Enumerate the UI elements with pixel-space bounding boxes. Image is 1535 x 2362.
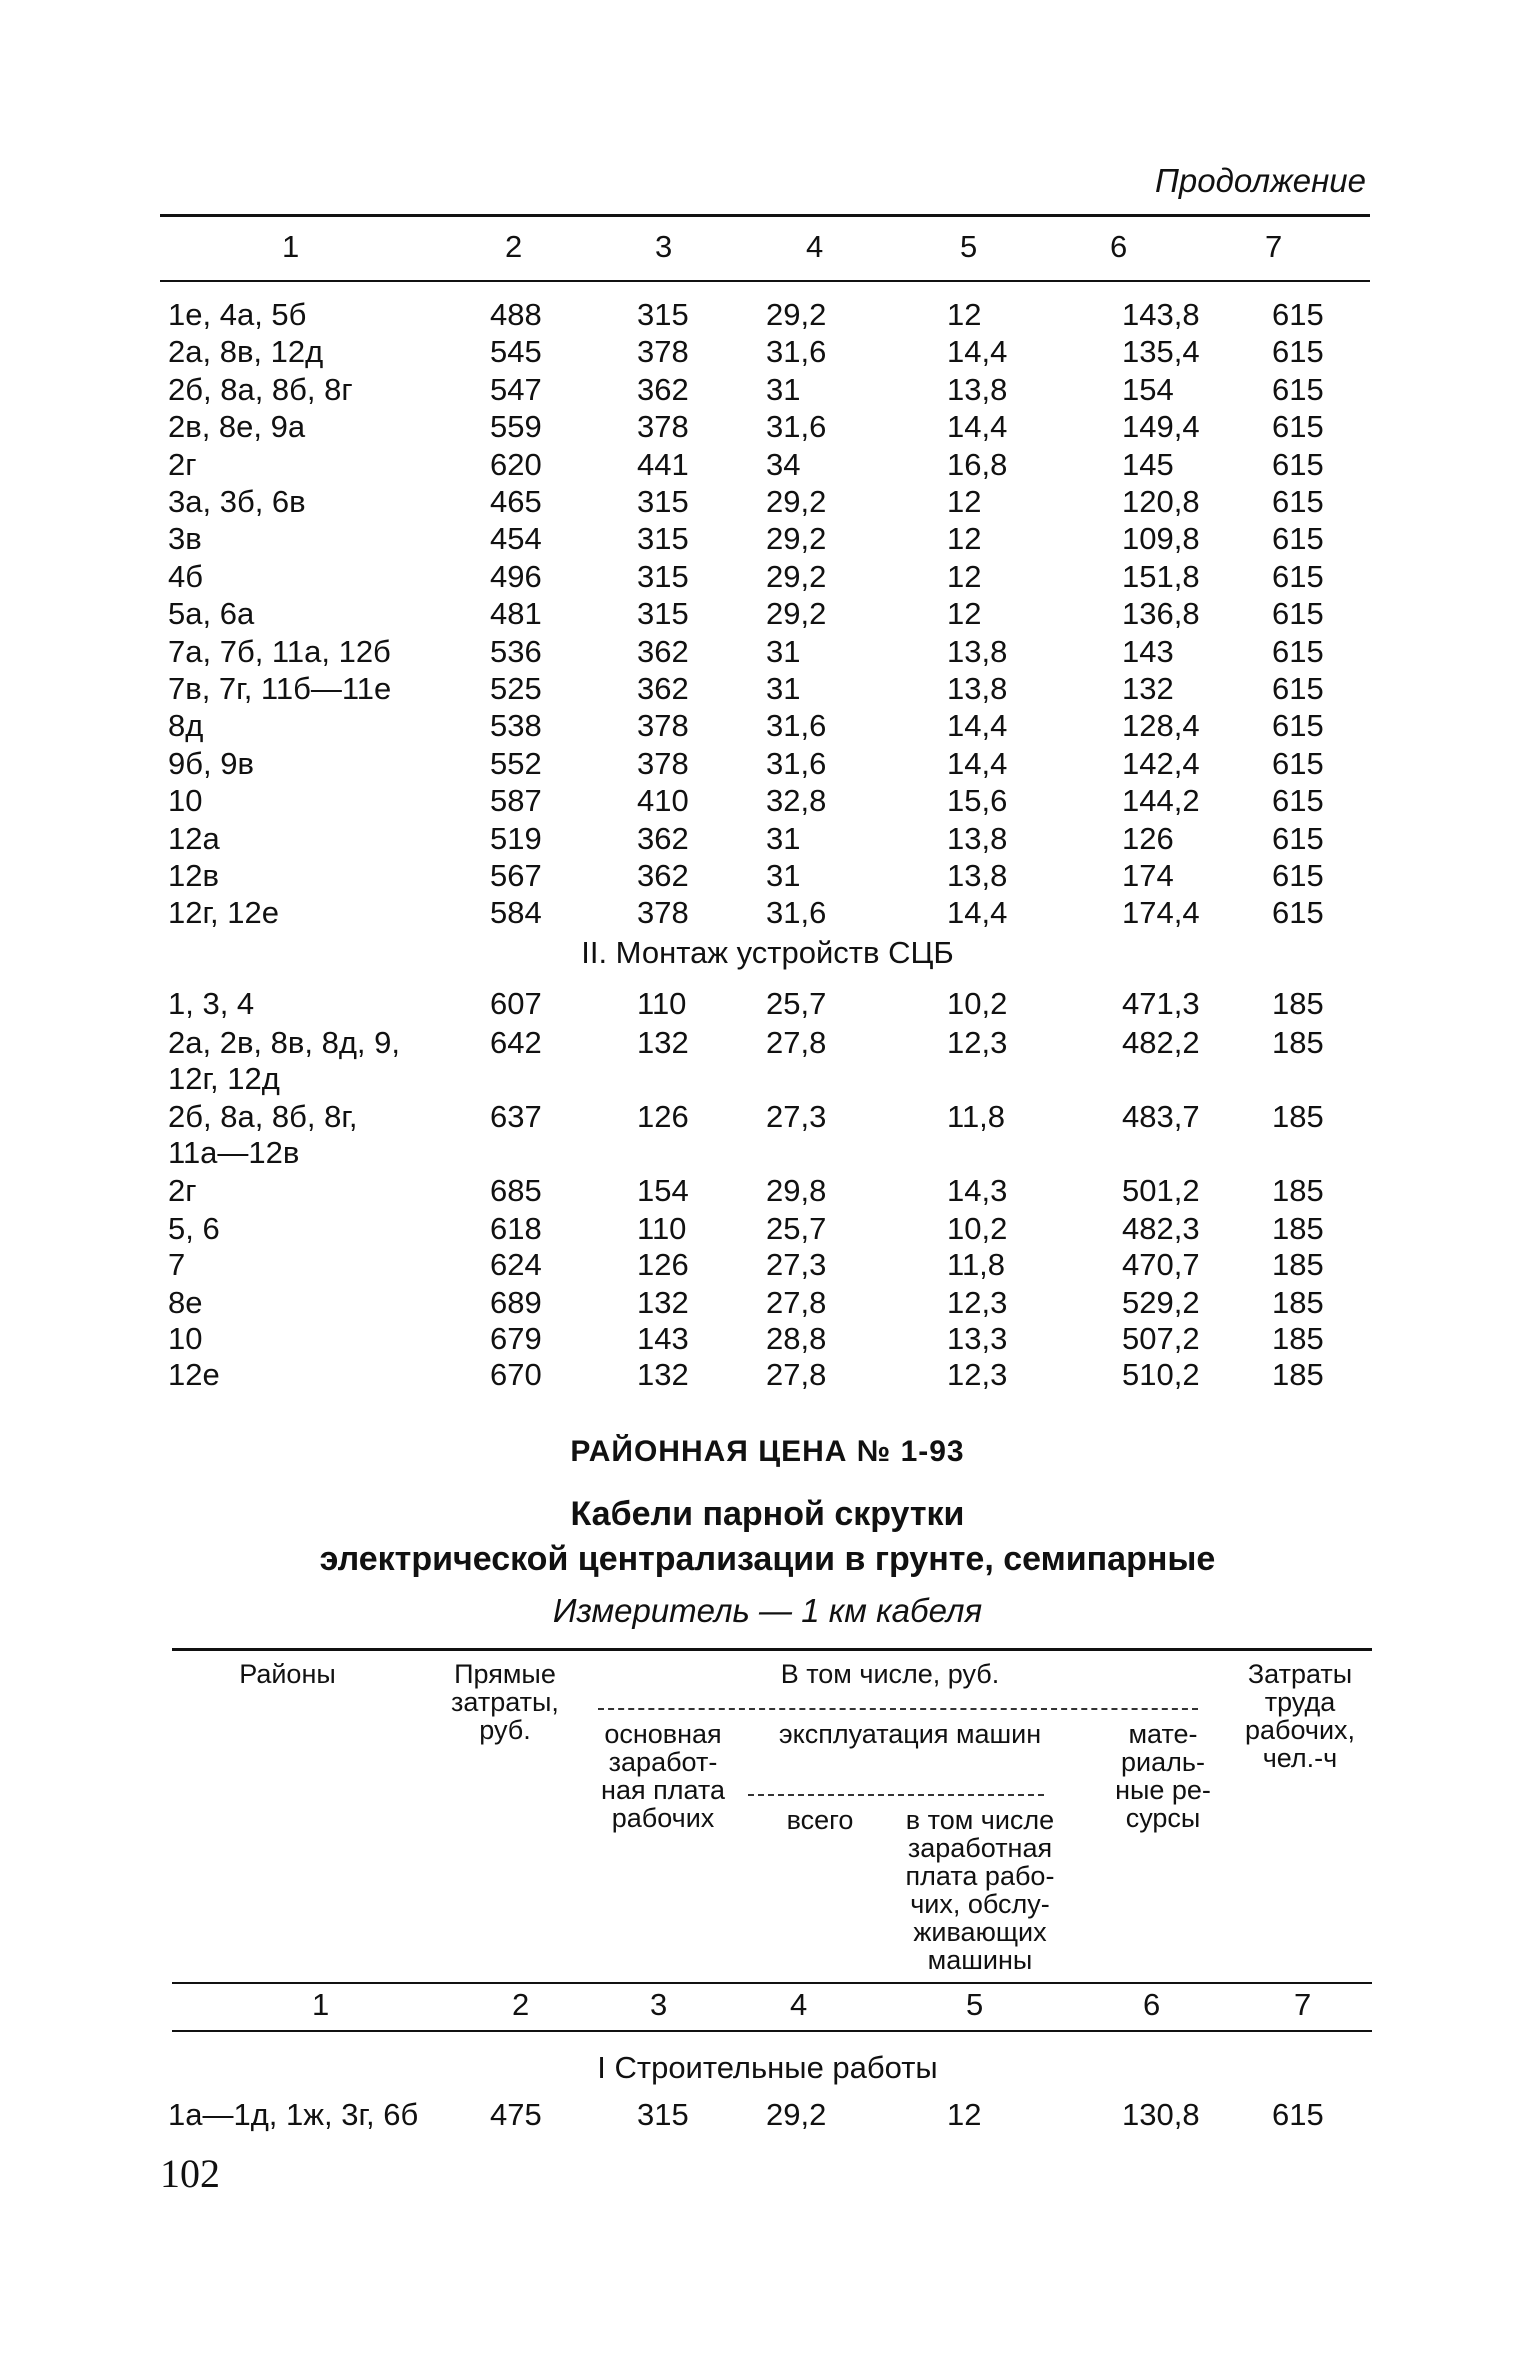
table-cell-col3: 126 <box>637 1099 689 1134</box>
table-cell-col3: 362 <box>637 371 689 407</box>
table-cell-col7: 615 <box>1272 858 1324 893</box>
table-row <box>0 483 1535 520</box>
header-total: всего <box>786 1805 854 1835</box>
table-cell-col1: 2г <box>168 446 197 482</box>
section-title-2: I Строительные работы <box>597 2050 938 2085</box>
table-cell-col2: 679 <box>490 1321 542 1356</box>
table-cell-col4: 31,6 <box>766 409 827 445</box>
table-cell-col5: 13,3 <box>947 1321 1008 1356</box>
table-cell-col2: 607 <box>490 986 542 1021</box>
table-cell-col2: 475 <box>490 2097 542 2132</box>
title-line-2: электрической централизации в грунте, семипарные <box>319 1540 1216 1578</box>
table-cell-col1: 1, 3, 4 <box>168 986 255 1021</box>
table-cell-col5: 13,8 <box>947 371 1008 407</box>
table-cell-col7: 615 <box>1272 334 1324 370</box>
col-num-7: 7 <box>1294 1987 1312 2022</box>
table-cell-col7: 185 <box>1272 1211 1324 1246</box>
table-cell-col5: 12 <box>947 521 982 557</box>
table-cell-col3: 362 <box>637 858 689 893</box>
table-cell-col3: 378 <box>637 895 689 931</box>
table-cell-col3: 378 <box>637 409 689 445</box>
col-num-6: 6 <box>1110 229 1128 264</box>
table-cell-col3: 315 <box>637 521 689 557</box>
table-cell-col5: 14,4 <box>947 708 1008 744</box>
table-cell-col5: 11,8 <box>947 1247 1006 1282</box>
table-row <box>0 782 1535 819</box>
table-cell-col7: 615 <box>1272 708 1324 744</box>
table-cell-col6: 126 <box>1122 820 1174 856</box>
table-cell-col7: 615 <box>1272 371 1324 407</box>
table-cell-col2: 587 <box>490 783 542 819</box>
table-cell-col1: 8д <box>168 708 204 744</box>
table-cell-col1: 2а, 8в, 12д <box>168 334 324 370</box>
table-cell-col3: 362 <box>637 671 689 706</box>
unit-line: Измеритель — 1 км кабеля <box>552 1592 983 1629</box>
table-row <box>0 894 1535 931</box>
table-cell-col7: 615 <box>1272 671 1324 706</box>
table-cell-col1: 5, 6 <box>168 1211 220 1246</box>
col-num-4: 4 <box>790 1987 808 2022</box>
table-cell-col4: 25,7 <box>766 1211 827 1246</box>
header-incl-wage: в том числе заработная плата рабо-чих, обслу-живающих машины <box>905 1805 1055 1975</box>
table-cell-col7: 615 <box>1272 446 1324 482</box>
col-num-3: 3 <box>655 229 673 264</box>
table-row <box>0 1024 1535 1061</box>
col-num-6: 6 <box>1143 1987 1161 2022</box>
header-materials: мате-риаль-ные ре-сурсы <box>1115 1719 1211 1833</box>
table-cell-col7: 185 <box>1272 1321 1324 1356</box>
table-cell-col1: 2б, 8а, 8б, 8г, <box>168 1099 358 1134</box>
table-cell-col3: 132 <box>637 1025 689 1060</box>
table-cell-col6: 149,4 <box>1122 409 1200 445</box>
table-cell-col7: 615 <box>1272 895 1324 931</box>
table-cell-col6: 507,2 <box>1122 1321 1200 1356</box>
table-cell-col4: 27,8 <box>766 1357 827 1392</box>
table-row <box>0 745 1535 782</box>
table-cell-col7: 185 <box>1272 1285 1324 1320</box>
table-row <box>0 520 1535 557</box>
table-cell-col1: 8е <box>168 1285 203 1320</box>
table-cell-col5: 13,8 <box>947 671 1008 706</box>
table-row <box>0 670 1535 707</box>
table-cell-col1: 2в, 8е, 9а <box>168 409 306 445</box>
table-cell-col7: 615 <box>1272 633 1324 669</box>
table-cell-col4: 31 <box>766 820 801 856</box>
table-cell-col2: 670 <box>490 1357 542 1392</box>
table-cell-col2: 584 <box>490 895 542 931</box>
table-cell-col3: 315 <box>637 2097 689 2132</box>
table-cell-col1: 2б, 8а, 8б, 8г <box>168 371 353 407</box>
table-cell-col4: 31,6 <box>766 895 827 931</box>
table-cell-col5: 16,8 <box>947 446 1008 482</box>
table-cell-col2: 624 <box>490 1247 542 1282</box>
table-row <box>0 857 1535 894</box>
table-cell-col3: 378 <box>637 334 689 370</box>
table-cell-col4: 25,7 <box>766 986 827 1021</box>
table-cell-col1: 7в, 7г, 11б—11е <box>168 671 392 706</box>
table-cell-col6: 151,8 <box>1122 558 1200 594</box>
table-cell-col6: 174,4 <box>1122 895 1200 931</box>
table-cell-col5: 12,3 <box>947 1285 1008 1320</box>
table-row <box>0 558 1535 595</box>
table-cell-col3: 362 <box>637 633 689 669</box>
table-cell-col2: 642 <box>490 1025 542 1060</box>
table-row <box>0 1172 1535 1209</box>
table-row <box>0 333 1535 370</box>
table-cell-col7: 185 <box>1272 1357 1324 1392</box>
table-cell-col2: 552 <box>490 745 542 781</box>
table-cell-col3: 378 <box>637 745 689 781</box>
table-cell-col6: 501,2 <box>1122 1173 1200 1208</box>
table-cell-col1: 12а <box>168 820 220 856</box>
header-districts: Районы <box>239 1659 336 1689</box>
header-dashed-rule <box>598 1708 1198 1710</box>
table-cell-col2: 481 <box>490 596 542 632</box>
table-cell-col6: 142,4 <box>1122 745 1200 781</box>
section-title: II. Монтаж устройств СЦБ <box>581 935 954 970</box>
header-dashed-rule-2 <box>748 1794 1044 1796</box>
table-cell-col7: 615 <box>1272 596 1324 632</box>
table2-top-rule <box>172 1648 1372 1651</box>
table-cell-col2: 536 <box>490 633 542 669</box>
table-cell-col6: 130,8 <box>1122 2097 1200 2132</box>
table-cell-col1: 3в <box>168 521 202 557</box>
table-cell-col1: 12в <box>168 858 219 893</box>
table-cell-col7: 615 <box>1272 783 1324 819</box>
table-cell-col6: 144,2 <box>1122 783 1200 819</box>
table-cell-col3: 154 <box>637 1173 689 1208</box>
table-top-rule <box>160 214 1370 217</box>
table-cell-col4: 29,2 <box>766 558 827 594</box>
table2-header-bottom-rule <box>172 2030 1372 2032</box>
table-cell-col3: 315 <box>637 484 689 519</box>
table-cell-col3: 132 <box>637 1357 689 1392</box>
table-cell-col3: 132 <box>637 1285 689 1320</box>
table-cell-col2: 637 <box>490 1099 542 1134</box>
table-cell-col5: 12 <box>947 558 982 594</box>
table-cell-col2: 618 <box>490 1211 542 1246</box>
table-row <box>0 1098 1535 1135</box>
col-num-5: 5 <box>966 1987 984 2022</box>
table-cell-col6: 128,4 <box>1122 708 1200 744</box>
table-cell-col4: 29,2 <box>766 297 827 332</box>
table-cell-col3: 143 <box>637 1321 689 1356</box>
table-cell-col3: 126 <box>637 1247 689 1282</box>
table-cell-col2: 519 <box>490 820 542 856</box>
table-cell-col1: 11а—12в <box>168 1135 300 1170</box>
table-row <box>0 1134 1535 1171</box>
table-row <box>0 1320 1535 1357</box>
table-cell-col4: 31,6 <box>766 334 827 370</box>
table-cell-col3: 315 <box>637 558 689 594</box>
table-cell-col5: 14,4 <box>947 745 1008 781</box>
table-cell-col1: 5а, 6а <box>168 596 255 632</box>
table-cell-col4: 32,8 <box>766 783 827 819</box>
col-num-1: 1 <box>282 229 300 264</box>
table-row <box>0 2096 1535 2133</box>
table-cell-col1: 4б <box>168 558 203 594</box>
table-cell-col5: 13,8 <box>947 820 1008 856</box>
table-cell-col2: 545 <box>490 334 542 370</box>
rate-heading: РАЙОННАЯ ЦЕНА № 1-93 <box>570 1435 965 1468</box>
table-cell-col2: 488 <box>490 297 542 332</box>
table2-header-rule <box>172 1982 1372 1984</box>
continuation-label: Продолжение <box>1154 162 1366 199</box>
table-cell-col1: 3а, 3б, 6в <box>168 484 306 519</box>
col-num-3: 3 <box>650 1987 668 2022</box>
table-cell-col5: 14,4 <box>947 409 1008 445</box>
table-cell-col6: 510,2 <box>1122 1357 1200 1392</box>
table-row <box>0 1356 1535 1393</box>
table-cell-col4: 27,8 <box>766 1025 827 1060</box>
table-cell-col4: 31,6 <box>766 708 827 744</box>
table-cell-col2: 567 <box>490 858 542 893</box>
table-cell-col6: 483,7 <box>1122 1099 1200 1134</box>
table-cell-col3: 441 <box>637 446 689 482</box>
table-cell-col2: 465 <box>490 484 542 519</box>
table-row <box>0 1284 1535 1321</box>
table-row <box>0 408 1535 445</box>
table-cell-col7: 185 <box>1272 1099 1324 1134</box>
table-cell-col6: 109,8 <box>1122 521 1200 557</box>
table-cell-col6: 471,3 <box>1122 986 1200 1021</box>
table-cell-col6: 120,8 <box>1122 484 1200 519</box>
table-cell-col1: 7 <box>168 1247 186 1282</box>
table-cell-col6: 154 <box>1122 371 1174 407</box>
table-cell-col2: 538 <box>490 708 542 744</box>
table-cell-col1: 2а, 2в, 8в, 8д, 9, <box>168 1025 400 1060</box>
table-row <box>0 820 1535 857</box>
title-line-1: Кабели парной скрутки <box>570 1495 965 1533</box>
table-cell-col1: 7а, 7б, 11а, 12б <box>168 633 391 669</box>
header-base-wage: основная заработ-ная плата рабочих <box>601 1719 725 1833</box>
col-num-7: 7 <box>1265 229 1283 264</box>
table-cell-col7: 615 <box>1272 745 1324 781</box>
table-cell-col5: 14,4 <box>947 895 1008 931</box>
table-cell-col5: 12 <box>947 596 982 632</box>
table-cell-col1: 10 <box>168 783 203 819</box>
table-cell-col4: 31 <box>766 858 801 893</box>
table-cell-col1: 10 <box>168 1321 203 1356</box>
table-cell-col1: 12г, 12е <box>168 895 279 931</box>
table-cell-col7: 615 <box>1272 2097 1324 2132</box>
table-cell-col5: 12 <box>947 2097 982 2132</box>
table-cell-col7: 185 <box>1272 1025 1324 1060</box>
table-row <box>0 595 1535 632</box>
col-num-1: 1 <box>312 1987 330 2022</box>
table-cell-col5: 13,8 <box>947 858 1008 893</box>
table-cell-col5: 10,2 <box>947 1211 1008 1246</box>
col-num-2: 2 <box>512 1987 530 2022</box>
table-row <box>0 633 1535 670</box>
table-row <box>0 1060 1535 1097</box>
table-row <box>0 1246 1535 1283</box>
column-number-row-2 <box>0 1986 1535 2023</box>
table-cell-col1: 2г <box>168 1173 197 1208</box>
table-cell-col4: 31,6 <box>766 745 827 781</box>
header-machine-operation: эксплуатация машин <box>778 1719 1042 1749</box>
table-cell-col5: 15,6 <box>947 783 1008 819</box>
table-cell-col2: 496 <box>490 558 542 594</box>
table-row <box>0 1210 1535 1247</box>
table-cell-col2: 525 <box>490 671 542 706</box>
table-row <box>0 446 1535 483</box>
col-num-2: 2 <box>505 229 523 264</box>
table-cell-col6: 136,8 <box>1122 596 1200 632</box>
table-cell-col5: 10,2 <box>947 986 1008 1021</box>
table-cell-col6: 135,4 <box>1122 334 1200 370</box>
table-cell-col6: 132 <box>1122 671 1174 706</box>
table-cell-col3: 362 <box>637 820 689 856</box>
table-cell-col2: 620 <box>490 446 542 482</box>
table-cell-col5: 13,8 <box>947 633 1008 669</box>
table-cell-col6: 143,8 <box>1122 297 1200 332</box>
table-cell-col7: 615 <box>1272 409 1324 445</box>
table-cell-col4: 27,3 <box>766 1099 827 1134</box>
table-cell-col7: 185 <box>1272 986 1324 1021</box>
table-cell-col4: 31 <box>766 371 801 407</box>
table-cell-col5: 12,3 <box>947 1025 1008 1060</box>
table-cell-col4: 28,8 <box>766 1321 827 1356</box>
page-number: 102 <box>160 2151 220 2196</box>
col-num-5: 5 <box>960 229 978 264</box>
table-cell-col7: 185 <box>1272 1173 1324 1208</box>
table-cell-col5: 14,4 <box>947 334 1008 370</box>
table-cell-col4: 29,8 <box>766 1173 827 1208</box>
table-cell-col3: 378 <box>637 708 689 744</box>
table-cell-col7: 615 <box>1272 521 1324 557</box>
table-cell-col2: 559 <box>490 409 542 445</box>
table-cell-col7: 615 <box>1272 484 1324 519</box>
table-cell-col4: 29,2 <box>766 2097 827 2132</box>
table-cell-col3: 410 <box>637 783 689 819</box>
table-cell-col3: 315 <box>637 297 689 332</box>
table-row <box>0 296 1535 333</box>
table-cell-col4: 27,8 <box>766 1285 827 1320</box>
table-cell-col1: 9б, 9в <box>168 745 254 781</box>
table-cell-col7: 615 <box>1272 297 1324 332</box>
table-cell-col6: 482,3 <box>1122 1211 1200 1246</box>
table-cell-col1: 12г, 12д <box>168 1061 280 1096</box>
table-cell-col6: 529,2 <box>1122 1285 1200 1320</box>
header-labor-costs: Затраты труда рабочих, чел.-ч <box>1244 1659 1356 1773</box>
table-cell-col6: 143 <box>1122 633 1174 669</box>
table-cell-col2: 547 <box>490 371 542 407</box>
table-cell-col3: 110 <box>637 986 687 1021</box>
table-cell-col4: 31 <box>766 671 801 706</box>
header-including: В том числе, руб. <box>780 1659 1000 1689</box>
table-header-rule <box>160 280 1370 282</box>
table-cell-col1: 1а—1д, 1ж, 3г, 6б <box>168 2097 419 2132</box>
table-cell-col5: 12 <box>947 297 982 332</box>
table-cell-col4: 29,2 <box>766 596 827 632</box>
table-row <box>0 371 1535 408</box>
table-cell-col4: 29,2 <box>766 484 827 519</box>
table-cell-col4: 31 <box>766 633 801 669</box>
table-cell-col6: 174 <box>1122 858 1174 893</box>
column-number-row <box>0 228 1535 265</box>
table-cell-col4: 29,2 <box>766 521 827 557</box>
table-cell-col1: 1е, 4а, 5б <box>168 297 307 332</box>
table-row <box>0 707 1535 744</box>
table-cell-col2: 689 <box>490 1285 542 1320</box>
table-cell-col5: 12 <box>947 484 982 519</box>
col-num-4: 4 <box>806 229 824 264</box>
table-cell-col6: 482,2 <box>1122 1025 1200 1060</box>
header-direct-costs: Прямые затраты, руб. <box>451 1659 559 1745</box>
table-cell-col2: 454 <box>490 521 542 557</box>
table-cell-col3: 315 <box>637 596 689 632</box>
table-cell-col6: 470,7 <box>1122 1247 1200 1282</box>
table-cell-col2: 685 <box>490 1173 542 1208</box>
table-cell-col4: 27,3 <box>766 1247 827 1282</box>
table-cell-col5: 14,3 <box>947 1173 1008 1208</box>
table-cell-col6: 145 <box>1122 446 1174 482</box>
table-cell-col5: 12,3 <box>947 1357 1008 1392</box>
table-cell-col1: 12е <box>168 1357 220 1392</box>
table-cell-col4: 34 <box>766 446 801 482</box>
table-cell-col3: 110 <box>637 1211 687 1246</box>
table-cell-col7: 185 <box>1272 1247 1324 1282</box>
table-row <box>0 985 1535 1022</box>
table-cell-col7: 615 <box>1272 558 1324 594</box>
table-cell-col7: 615 <box>1272 820 1324 856</box>
table-cell-col5: 11,8 <box>947 1099 1006 1134</box>
